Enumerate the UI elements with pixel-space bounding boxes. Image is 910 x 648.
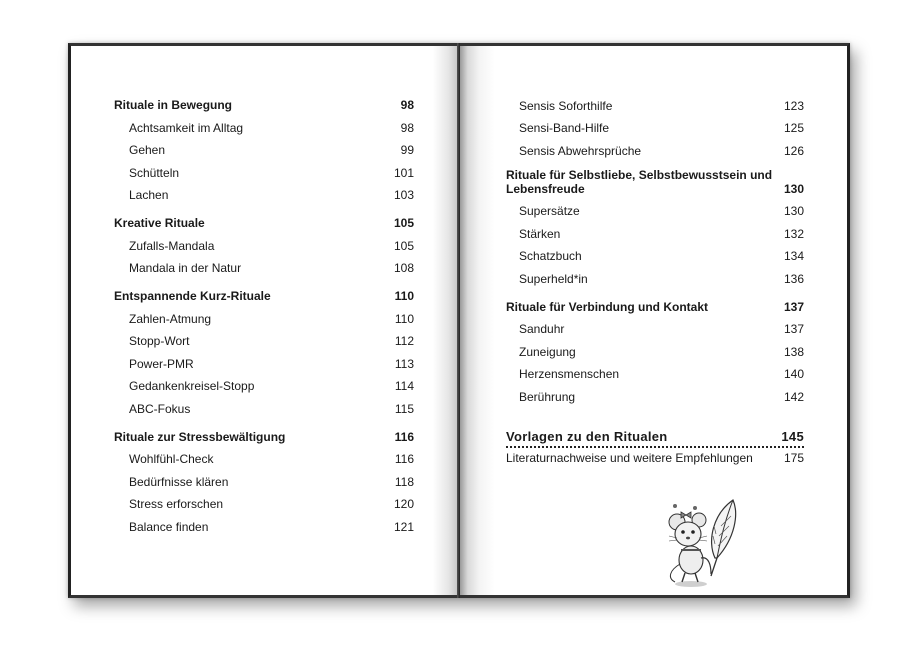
toc-entry[interactable] [506,135,804,158]
section-title: Rituale für Verbindung und Kontakt [506,299,708,314]
entry-page: 130 [783,204,804,218]
mouse-icon [669,504,711,587]
mouse-feather-illustration [655,496,745,591]
entry-title: Supersätze [519,204,580,218]
entry-title: Sanduhr [519,322,565,336]
toc-entry[interactable] [114,112,414,135]
entry-page: 108 [393,261,414,275]
toc-entry[interactable] [506,263,804,286]
entry-page: 123 [783,98,804,113]
entry-page: 115 [394,401,414,416]
entry-title: Stärken [519,226,561,241]
toc-literatur[interactable] [506,448,804,468]
entry-page: 138 [783,344,804,359]
toc-section[interactable] [114,422,414,444]
entry-title: Power-PMR [129,356,194,371]
entry-title: Wohlfühl-Check [129,452,214,466]
right-page [460,43,850,598]
entry-page: 113 [394,356,414,371]
entry-page: 114 [394,379,414,393]
toc-entry[interactable] [114,393,414,416]
left-toc [114,90,414,534]
toc-entry[interactable] [114,253,414,276]
toc-entry[interactable] [506,113,804,136]
entry-title: Zahlen-Atmung [129,311,212,326]
entry-page: 132 [783,226,804,241]
entry-title: Zuneigung [519,344,576,359]
toc-section[interactable] [506,168,804,196]
section-page: 116 [394,429,414,444]
section-page: 110 [394,289,414,303]
entry-page: 105 [393,238,414,253]
toc-entry[interactable] [114,135,414,158]
vorlagen-title: Vorlagen zu den Ritualen [506,428,668,444]
entry-title: Lachen [129,188,169,202]
entry-page: 126 [783,143,804,158]
entry-page: 99 [400,143,414,157]
entry-page: 120 [393,497,414,511]
entry-title: Stopp-Wort [129,334,190,348]
entry-title: Superheld*in [519,271,588,286]
toc-entry[interactable] [114,444,414,467]
toc-entry[interactable] [114,489,414,512]
entry-page: 118 [394,474,414,489]
toc-entry[interactable] [114,371,414,394]
section-page: 130 [783,181,804,196]
toc-vorlagen[interactable] [506,422,804,448]
entry-title: Gehen [129,143,166,157]
entry-page: 142 [783,389,804,404]
entry-title: Sensis Abwehrsprüche [519,143,642,158]
left-page [68,43,460,598]
entry-page: 98 [400,120,414,135]
toc-entry[interactable] [506,90,804,113]
toc-section[interactable] [114,208,414,230]
entry-page: 140 [783,367,804,381]
entry-title: Sensi-Band-Hilfe [519,121,610,135]
open-book [68,43,850,598]
vorlagen-page: 145 [781,428,804,444]
section-page: 98 [400,98,414,112]
entry-title: Bedürfnisse klären [129,474,229,489]
section-page: 137 [783,299,804,314]
entry-page: 116 [394,452,414,466]
toc-entry[interactable] [506,196,804,219]
toc-entry[interactable] [114,511,414,534]
entry-page: 125 [783,121,804,135]
section-title: Rituale für Selbstliebe, Selbstbewusstsein und Lebensfreude [506,167,773,196]
toc-entry[interactable] [114,348,414,371]
section-title: Kreative Rituale [114,216,205,230]
entry-page: 121 [393,519,414,534]
section-title: Rituale in Bewegung [114,98,233,112]
entry-page: 137 [783,322,804,336]
toc-entry[interactable] [114,303,414,326]
toc-entry[interactable] [114,326,414,349]
entry-title: Gedankenkreisel-Stopp [129,379,255,393]
toc-entry[interactable] [506,359,804,382]
entry-page: 101 [393,165,414,180]
literatur-page: 175 [783,450,804,465]
toc-entry[interactable] [114,180,414,203]
section-title: Rituale zur Stressbewältigung [114,429,286,444]
toc-entry[interactable] [506,241,804,264]
entry-title: Berührung [519,389,576,404]
entry-title: ABC-Fokus [129,401,191,416]
section-title: Entspannende Kurz-Rituale [114,289,271,303]
toc-entry[interactable] [114,230,414,253]
entry-title: Stress erforschen [129,497,224,511]
feather-icon [711,500,736,576]
entry-title: Balance finden [129,519,209,534]
entry-page: 103 [393,188,414,202]
right-toc [506,90,804,468]
toc-entry[interactable] [506,336,804,359]
toc-entry[interactable] [506,314,804,337]
toc-section[interactable] [114,90,414,112]
literatur-title: Literaturnachweise und weitere Empfehlungen [506,450,753,465]
toc-entry[interactable] [506,381,804,404]
entry-title: Mandala in der Natur [129,261,242,275]
entry-page: 134 [783,249,804,263]
entry-page: 110 [394,311,414,326]
entry-page: 112 [394,334,414,348]
toc-entry[interactable] [114,157,414,180]
toc-section[interactable] [114,281,414,303]
entry-page: 136 [783,271,804,286]
entry-title: Schatzbuch [519,249,582,263]
toc-entry[interactable] [506,218,804,241]
entry-title: Herzensmenschen [519,367,620,381]
entry-title: Sensis Soforthilfe [519,98,613,113]
section-page: 105 [393,216,414,230]
entry-title: Achtsamkeit im Alltag [129,120,244,135]
toc-entry[interactable] [114,466,414,489]
entry-title: Zufalls-Mandala [129,238,215,253]
entry-title: Schütteln [129,165,180,180]
toc-section[interactable] [506,292,804,314]
